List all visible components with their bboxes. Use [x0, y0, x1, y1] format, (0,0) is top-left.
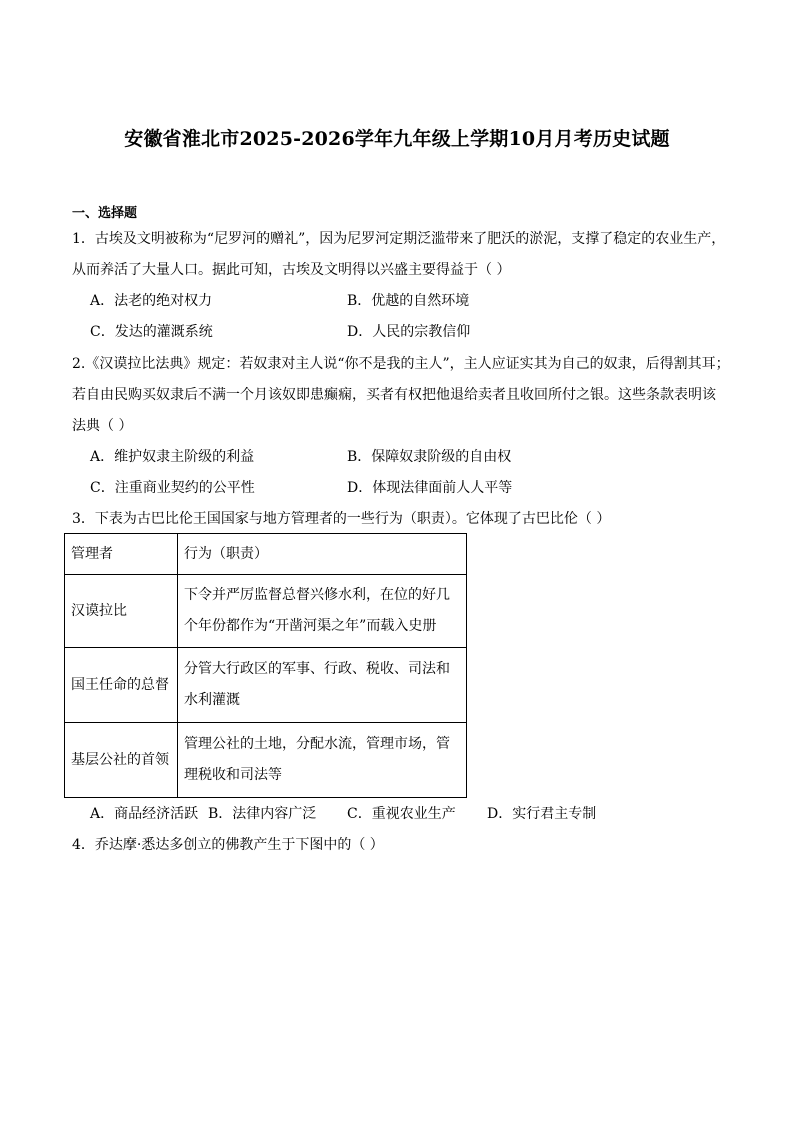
- table-cell-duty: 管理公社的土地，分配水流，管理市场，管理税收和司法等: [178, 723, 467, 798]
- table-cell-duty: 分管大行政区的军事、行政、税收、司法和水利灌溉: [178, 648, 467, 723]
- q3-option-b[interactable]: B．法律内容广泛: [208, 806, 317, 822]
- table-header-duty: 行为（职责）: [178, 534, 467, 575]
- q3-stem-line1: 3．下表为古巴比伦王国国家与地方管理者的一些行为（职责）。它体现了古巴比伦（ ）: [72, 511, 611, 527]
- q3-option-a[interactable]: A．商品经济活跃: [90, 806, 199, 822]
- q1-option-d[interactable]: D．人民的宗教信仰: [347, 324, 471, 340]
- exam-title: 安徽省淮北市2025-2026学年九年级上学期10月月考历史试题: [124, 128, 670, 150]
- q2-option-d[interactable]: D．体现法律面前人人平等: [347, 480, 513, 496]
- section-heading: 一、选择题: [72, 206, 138, 221]
- q2-stem-line2: 若自由民购买奴隶后不满一个月该奴即患癫痫，买者有权把他退给卖者且收回所付之银。这些条款表明该: [72, 387, 716, 403]
- table-cell-manager: 国王任命的总督: [65, 648, 178, 723]
- q3-option-d[interactable]: D．实行君主专制: [487, 806, 597, 822]
- table-cell-duty: 下令并严厉监督总督兴修水利，在位的好几个年份都作为“开凿河渠之年”而载入史册: [178, 575, 467, 648]
- q1-option-c[interactable]: C．发达的灌溉系统: [90, 324, 213, 340]
- q4-stem-line1: 4．乔达摩·悉达多创立的佛教产生于下图中的（ ）: [72, 837, 384, 853]
- q1-stem-line1: 1．古埃及文明被称为“尼罗河的赠礼”，因为尼罗河定期泛滥带来了肥沃的淤泥，支撑了稳定的农业生产，: [72, 231, 726, 247]
- table-row: [65, 648, 467, 723]
- q2-option-b[interactable]: B．保障奴隶阶级的自由权: [347, 449, 512, 465]
- table-row: [65, 575, 467, 648]
- q3-option-c[interactable]: C．重视农业生产: [347, 806, 456, 822]
- table-header-row: [65, 534, 467, 575]
- table-header-manager: 管理者: [65, 534, 178, 575]
- q1-option-a[interactable]: A．法老的绝对权力: [90, 293, 213, 309]
- q2-stem-line3: 法典（ ）: [72, 418, 133, 434]
- q1-option-b[interactable]: B．优越的自然环境: [347, 293, 470, 309]
- q2-stem-line1: 2.《汉谟拉比法典》规定：若奴隶对主人说“你不是我的主人”，主人应证实其为自己的奴隶，后得割其耳；: [72, 356, 730, 372]
- q1-stem-line2: 从而养活了大量人口。据此可知，古埃及文明得以兴盛主要得益于（ ）: [72, 262, 511, 278]
- q3-table: [64, 533, 467, 798]
- table-cell-manager: 汉谟拉比: [65, 575, 178, 648]
- table-row: [65, 723, 467, 798]
- table-cell-manager: 基层公社的首领: [65, 723, 178, 798]
- q2-option-c[interactable]: C．注重商业契约的公平性: [90, 480, 255, 496]
- q2-option-a[interactable]: A．维护奴隶主阶级的利益: [90, 449, 255, 465]
